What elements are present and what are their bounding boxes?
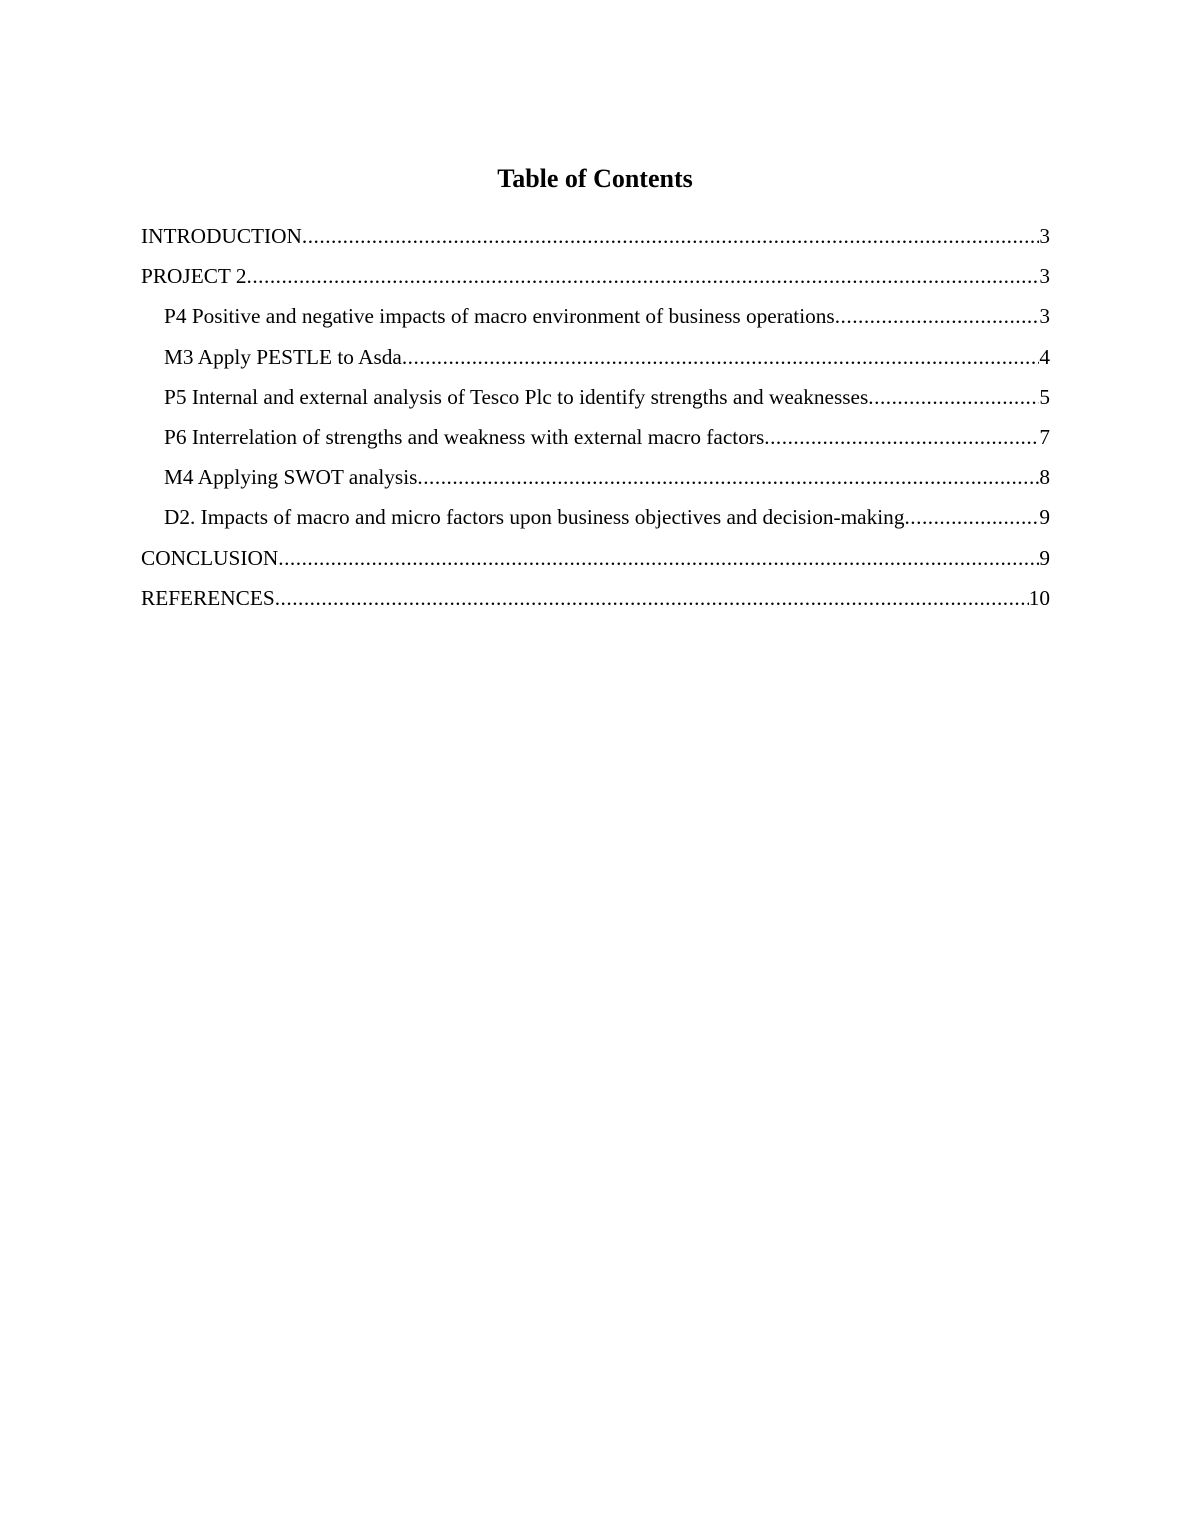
toc-entry-m3[interactable]	[141, 341, 1050, 381]
toc-entry-page: 10	[1028, 585, 1050, 610]
toc-entry-references[interactable]	[141, 582, 1050, 622]
toc-entry-p5[interactable]	[141, 381, 1050, 421]
toc-entry-page: 5	[1039, 384, 1050, 409]
dot-leader	[904, 501, 1039, 533]
toc-entry-p6[interactable]	[141, 421, 1050, 461]
toc-entry-label: P5 Internal and external analysis of Tesco Plc to identify strengths and weaknesses	[164, 384, 869, 409]
toc-entry-label: INTRODUCTION	[141, 224, 302, 248]
toc-entry-label: D2. Impacts of macro and micro factors upon business objectives and decision-making	[164, 505, 905, 530]
toc-entry-label: REFERENCES	[141, 585, 275, 610]
toc-entry-label: P6 Interrelation of strengths and weakness with external macro factors	[164, 424, 765, 449]
dot-leader	[764, 421, 1039, 453]
toc-entry-project-2[interactable]	[141, 260, 1050, 300]
dot-leader	[417, 461, 1039, 493]
toc-entry-label: M3 Apply PESTLE to Asda	[164, 344, 402, 369]
dot-leader	[302, 220, 1039, 252]
toc-entry-introduction[interactable]	[141, 220, 1050, 260]
toc-entry-page: 3	[1039, 224, 1050, 248]
toc-title: Table of Contents	[497, 164, 693, 193]
toc-entry-page: 3	[1039, 304, 1050, 329]
toc-entry-d2[interactable]	[141, 501, 1050, 541]
toc-entry-label: P4 Positive and negative impacts of macro environment of business operations	[164, 304, 835, 329]
dot-leader	[278, 542, 1039, 574]
toc-entry-page: 3	[1039, 264, 1050, 289]
toc-entry-conclusion[interactable]	[141, 542, 1050, 582]
toc-list	[141, 220, 1050, 622]
toc-entry-page: 4	[1039, 344, 1050, 369]
dot-leader	[247, 260, 1040, 292]
dot-leader	[402, 341, 1040, 373]
toc-entry-page: 9	[1039, 505, 1050, 530]
toc-entry-label: CONCLUSION	[141, 545, 279, 570]
dot-leader	[835, 300, 1040, 332]
dot-leader	[868, 381, 1039, 413]
toc-entry-page: 7	[1039, 424, 1050, 449]
toc-entry-page: 9	[1039, 545, 1050, 570]
dot-leader	[275, 582, 1029, 614]
toc-entry-m4[interactable]	[141, 461, 1050, 501]
toc-entry-label: PROJECT 2	[141, 264, 247, 289]
toc-entry-page: 8	[1039, 465, 1050, 490]
toc-entry-p4[interactable]	[141, 300, 1050, 340]
toc-entry-label: M4 Applying SWOT analysis	[164, 465, 418, 490]
